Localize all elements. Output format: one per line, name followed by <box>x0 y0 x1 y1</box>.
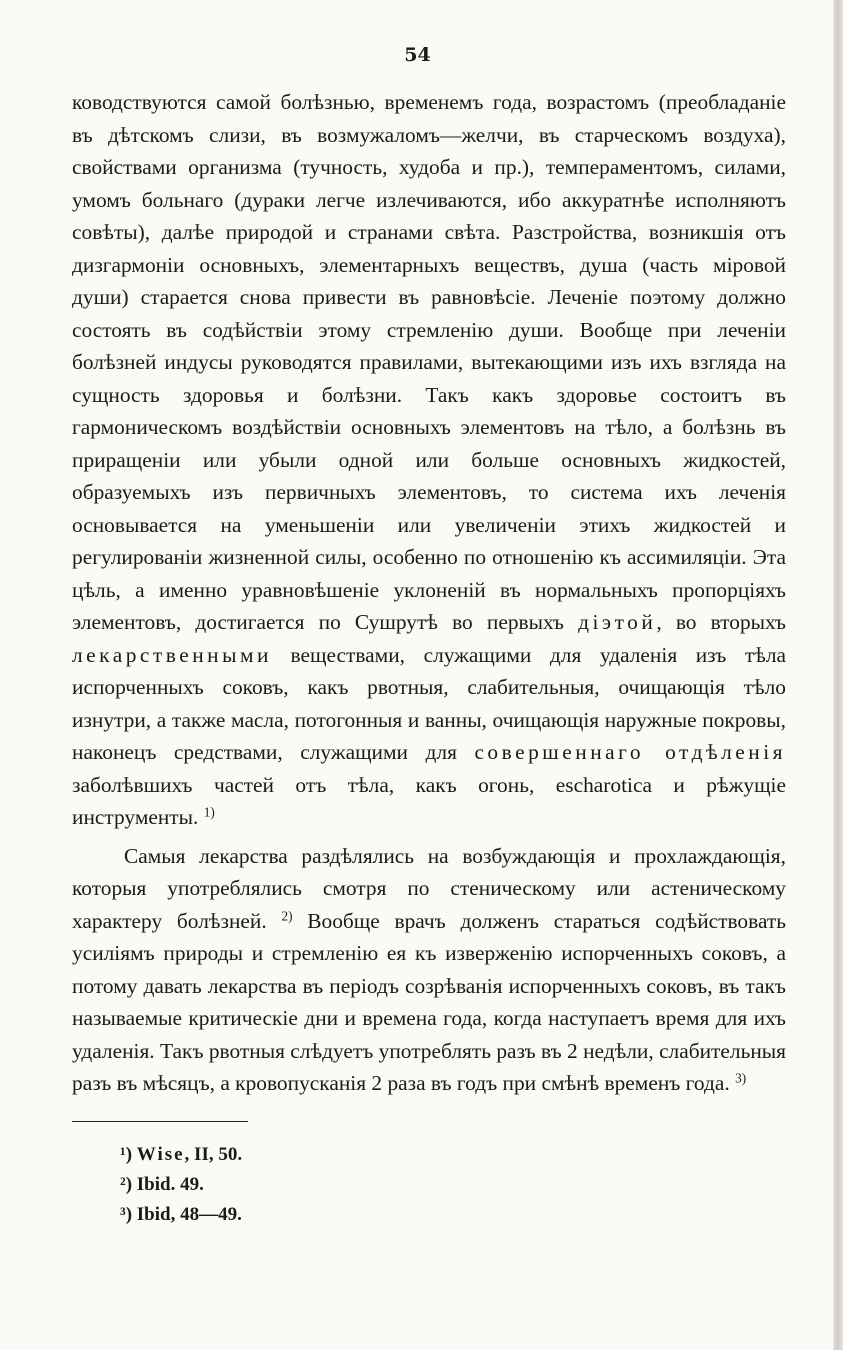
spaced-emphasis: совершеннаго отдѣленія <box>474 740 786 764</box>
footnote-1 <box>120 1140 242 1170</box>
footnote-reference-2: 2) <box>281 908 293 924</box>
body-text <box>72 86 786 1100</box>
footnote-mark: ³) <box>120 1204 133 1225</box>
footnote-3 <box>120 1200 242 1230</box>
footnote-source: Ibid <box>136 1204 171 1225</box>
footnote-ref: , II, 50. <box>184 1144 243 1165</box>
page-number: 54 <box>404 44 431 66</box>
footnote-reference-1: 1) <box>203 804 215 820</box>
footnote-source: Ibid. <box>136 1174 176 1195</box>
footnote-2 <box>120 1170 242 1200</box>
text-run: веществами, служащими для удаленія изъ тѣла испорченныхъ соковъ, какъ рвотныя, слабительныя, очищающія тѣло изнутри, а также масла, потогонныя и ванны, очищающія наружные покровы, наконецъ средствами, служащими для <box>72 642 786 764</box>
footnote-reference-3: 3) <box>735 1070 747 1086</box>
footnote-mark: ²) <box>120 1174 133 1195</box>
paragraph-1 <box>72 86 786 834</box>
footnotes <box>120 1140 242 1230</box>
text-run: Самыя лекарства раздѣлялись на возбуждающія и прохлаждающія, которыя употреблялись смотря по стеническому или астеническому характеру болѣзней. <box>72 843 786 933</box>
footnote-ref: 49. <box>175 1174 204 1195</box>
page-spine-edge <box>833 0 843 1350</box>
spaced-emphasis: лекарственными <box>72 642 272 667</box>
footnote-ref: , 48—49. <box>170 1204 242 1225</box>
text-run: заболѣвшихъ частей отъ тѣла, какъ огонь, escharotica и рѣжущіе инструменты. <box>72 772 786 829</box>
paragraph-2 <box>72 840 786 1100</box>
footnote-divider <box>72 1121 248 1122</box>
text-run: Вообще врачъ долженъ стараться содѣйствовать усиліямъ природы и стремленію ея къ изверженію испорченныхъ соковъ, а потому давать лекарства въ періодъ созрѣванія испорченныхъ соковъ, въ такъ называемые критическіе дни и времена года, когда наступаетъ время для ихъ удаленія. Такъ рвотныя слѣдуетъ употреблять разъ въ 2 недѣли, слабительныя разъ въ мѣсяцъ, а кровопусканія 2 раза въ годъ при смѣнѣ временъ года. <box>72 908 786 1095</box>
text-run: , во вторыхъ <box>656 610 786 634</box>
footnote-source: Wise <box>136 1144 185 1165</box>
footnote-mark: ¹) <box>120 1144 133 1165</box>
spaced-emphasis: діэтой <box>578 610 657 634</box>
text-run: ководствуются самой болѣзнью, временемъ года, возрастомъ (преобладаніе въ дѣтскомъ слизи, въ возмужаломъ—желчи, въ старческомъ воздуха), свойствами организма (тучность, худоба и пр.), темпераментомъ, силами, умомъ больнаго (дураки легче излечиваются, ибо аккуратнѣе исполняютъ совѣты), далѣе природой и странами свѣта. Разстройства, возникшія отъ дизгармоніи основныхъ, элементарныхъ веществъ, душа (часть міровой души) старается снова привести въ равновѣсіе. Леченіе поэтому должно состоять въ содѣйствіи этому стремленію души. Вообще при леченіи болѣзней индусы руководятся правилами, вытекающими изъ ихъ взгляда на сущность здоровья и болѣзни. Такъ какъ здоровье состоитъ въ гармоническомъ воздѣйствіи основныхъ элементовъ на тѣло, а болѣзнь въ приращеніи или убыли одной или больше основныхъ жидкостей, образуемыхъ изъ первичныхъ элементовъ, то система ихъ леченія основывается на уменьшеніи или увеличеніи этихъ жидкостей и регулированіи жизненной силы, особенно по отношенію къ ассимиляціи. Эта цѣль, а именно уравновѣшеніе уклоненій въ нормальныхъ пропорціяхъ элементовъ, достигается по Сушрутѣ во первыхъ <box>72 90 786 634</box>
